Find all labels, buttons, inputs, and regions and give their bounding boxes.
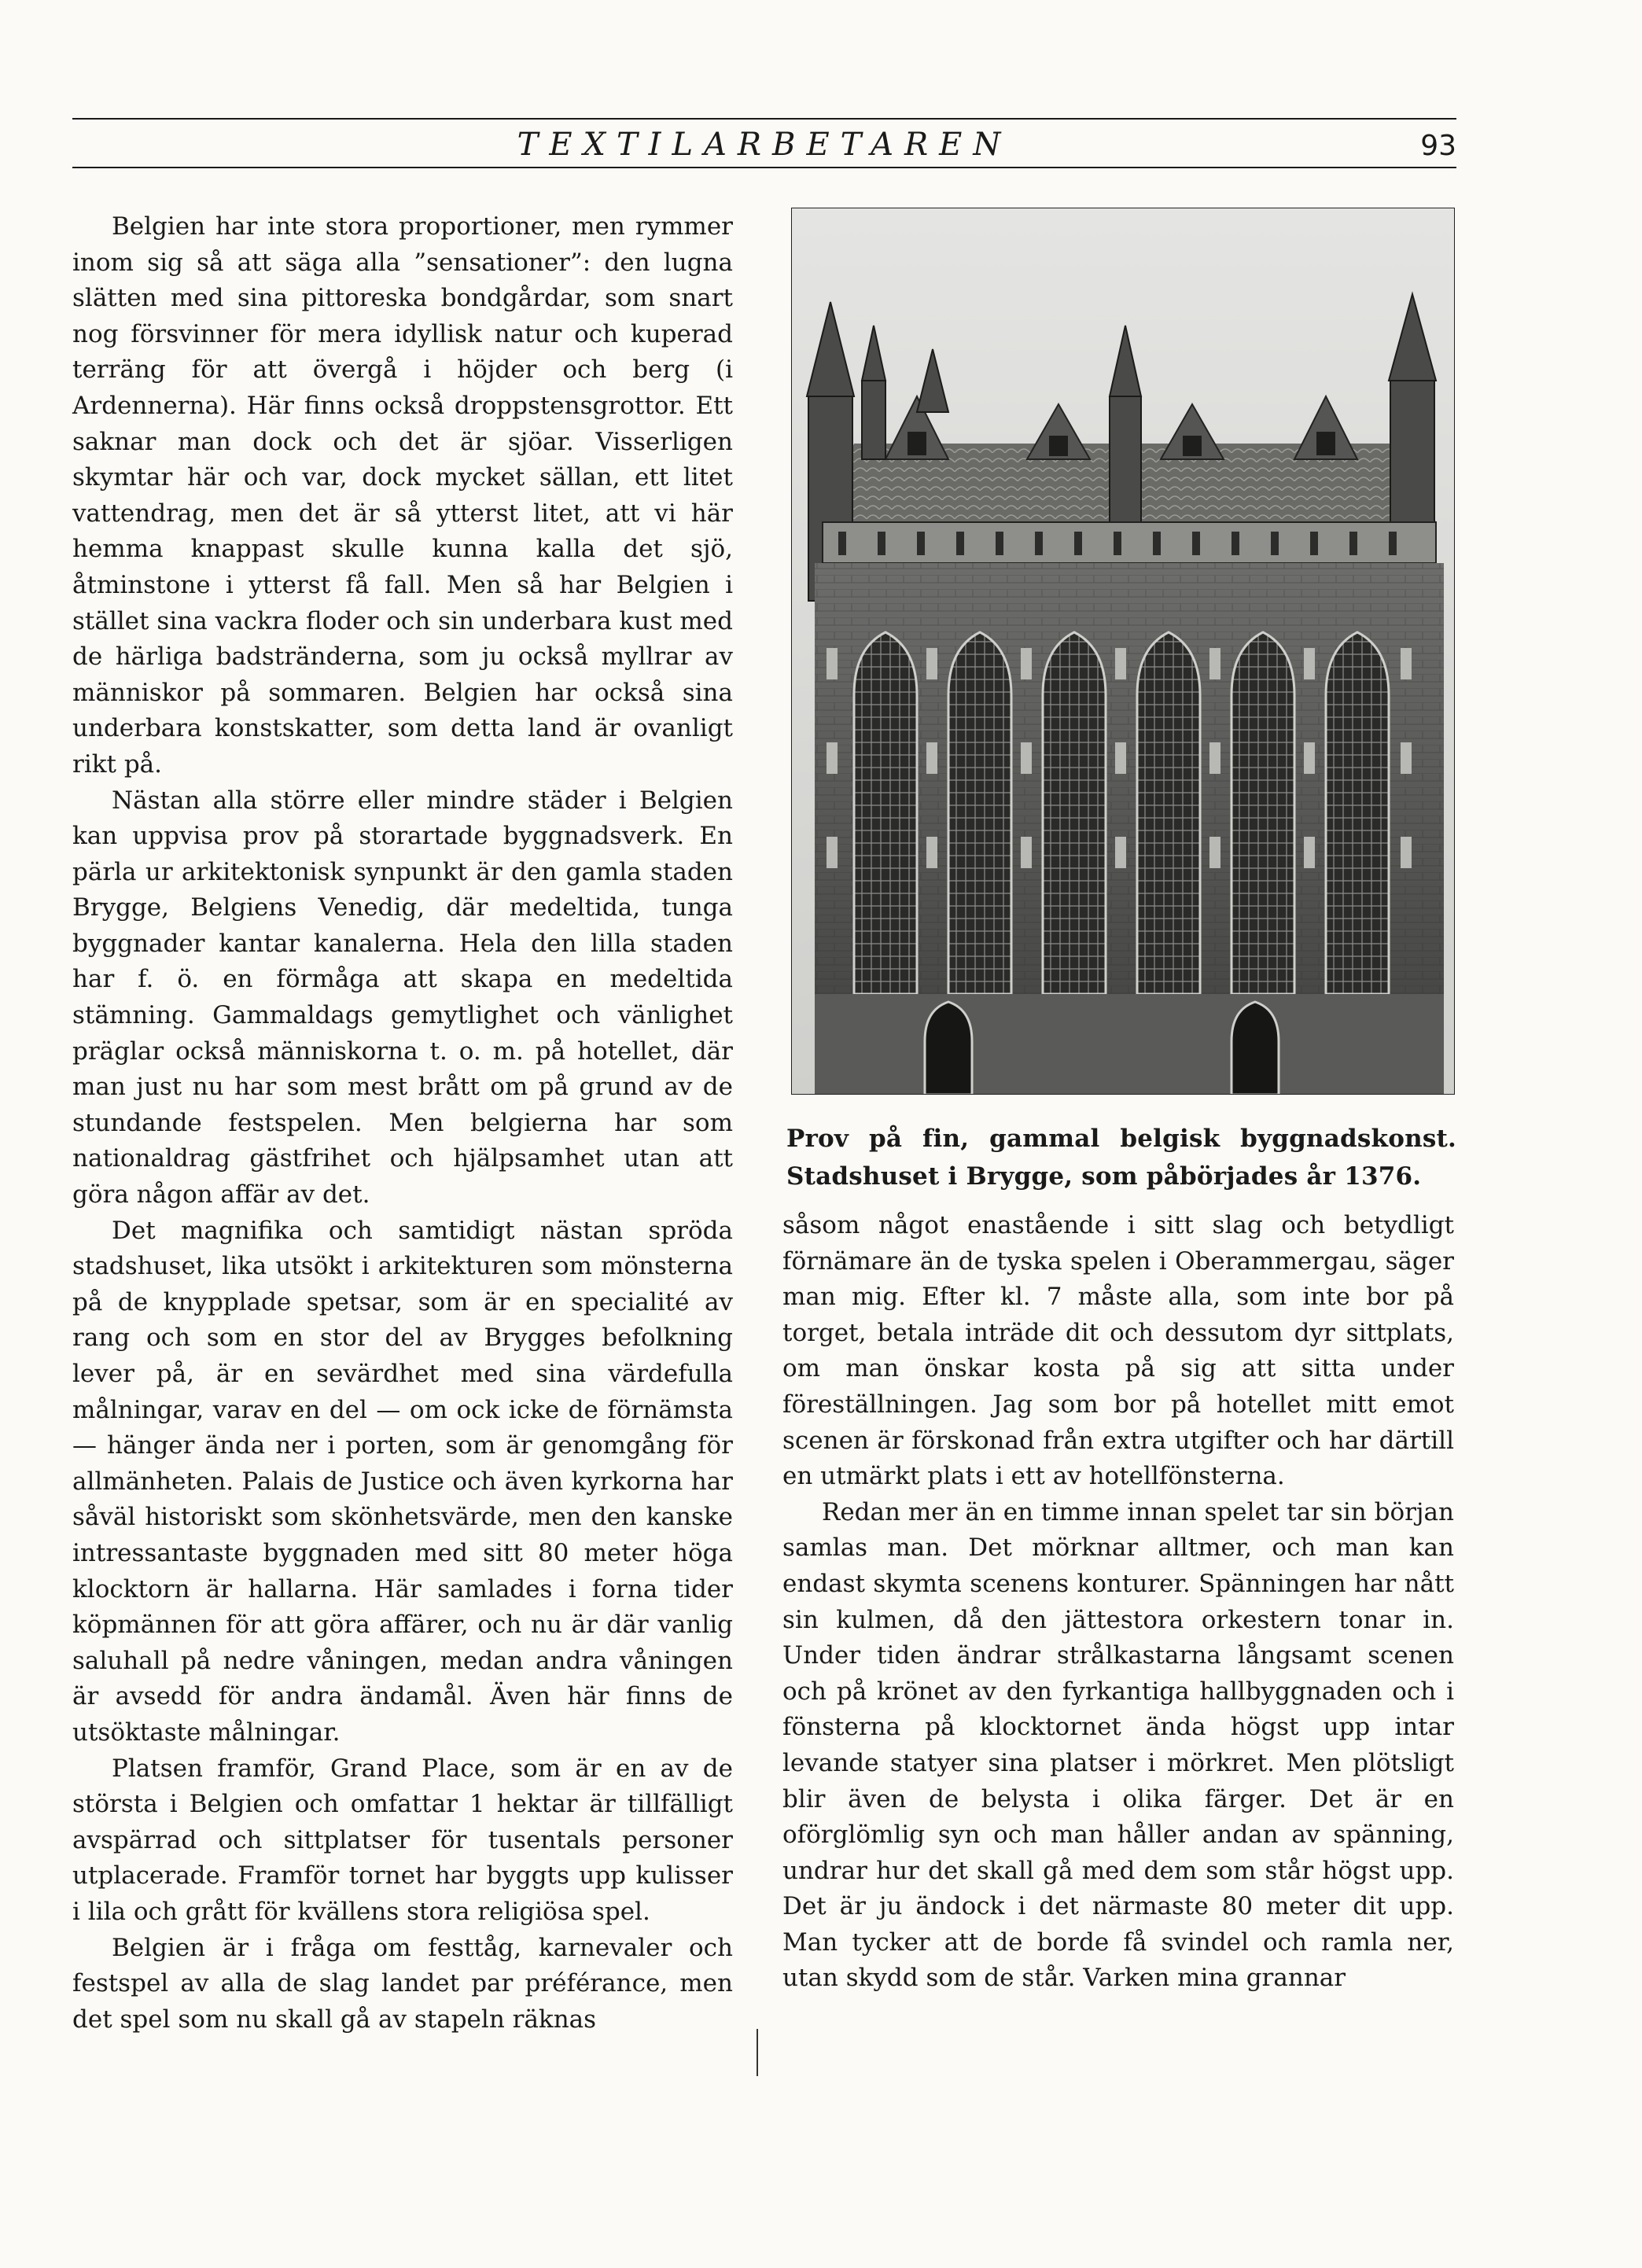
paragraph: Belgien har inte stora proportioner, men rymmer inom sig så att säga alla ”sensationer”: den lugna slätten med sina pittoreska bondgårdar, som snart nog försvinner för mera idyllisk natur och kuperad terräng för att övergå i höjder och berg (i Ardennerna). Här finns också droppstensgrottor. Ett saknar man dock och det är sjöar. Visserligen skymtar här och var, dock mycket sällan, ett litet vattendrag, men det är så ytterst litet, att vi här hemma knappast skulle kunna kalla det sjö, åtminstone i ytterst få fall. Men så har Belgien i stället sina vackra floder och sin underbara kust med de härliga badstränderna, som ju också myllrar av människor på sommaren. Belgien har också sina underbara konstskatter, som detta land är ovanligt rikt på. <box>72 212 733 779</box>
article-right-column <box>782 1208 1454 1997</box>
column-divider <box>757 2029 758 2076</box>
paragraph: Nästan alla större eller mindre städer i Belgien kan uppvisa prov på storartade byggnadsverk. En pärla ur arkitektonisk synpunkt är den gamla staden Brygge, Belgiens Venedig, där medeltida, tunga byggnader kantar kanalerna. Hela den lilla staden har f. ö. en förmåga att skapa en medeltida stämning. Gammaldags gemytlighet och vänlighet präglar också människorna t. o. m. på hotellet, där man just nu har som mest brått om på grund av de stundande festspelen. Men belgierna har som nationaldrag gästfrihet och hjälpsamhet utan att göra någon affär av det. <box>72 786 733 1209</box>
paragraph: Belgien är i fråga om festtåg, karnevaler och festspel av alla de slag landet par préférance, men det spel som nu skall gå av stapeln räknas <box>72 1933 733 2034</box>
page-number: 93 <box>1420 130 1456 162</box>
paragraph: Platsen framför, Grand Place, som är en av de största i Belgien och omfattar 1 hektar är tillfälligt avspärrad och sittplatser för tusentals personer utplacerade. Framför tornet har byggts upp kulisser i lila och grått för kvällens stora religiösa spel. <box>72 1754 733 1926</box>
header-rule-bottom <box>72 167 1456 168</box>
town-hall-photo <box>791 208 1455 1095</box>
paragraph: såsom något enastående i sitt slag och betydligt förnämare än de tyska spelen i Oberammergau, säger man mig. Efter kl. 7 måste alla, som inte bor på torget, betala inträde dit och dessutom dyr sittplats, om man önskar kosta på sig att sitta under föreställningen. Jag som bor på hotellet mitt emot scenen är förskonad från extra utgifter och har därtill en utmärkt plats i ett av hotellfönsterna. <box>782 1211 1454 1491</box>
paragraph: Redan mer än en timme innan spelet tar sin början samlas man. Det mörknar alltmer, och man kan endast skymta scenens konturer. Spänningen har nått sin kulmen, då den jättestora orkestern tonar in. Under tiden ändrar strålkastarna långsamt scenen och på krönet av den fyrkantiga hallbyggnaden och i fönsterna på klocktornet ända högst upp intar levande statyer sina platser i mörkret. Men plötsligt blir även de belysta i olika färger. Det är en oförglömlig syn och man håller andan av spänning, undrar hur det skall gå med dem som står högst upp. Det är ju ändock i det närmaste 80 meter dit upp. Man tycker att de borde få svindel och ramla ner, utan skydd som de står. Varken mina grannar <box>782 1497 1454 1993</box>
article-left-column <box>72 209 733 2038</box>
figure-caption: Prov på fin, gammal belgisk byggnadskonst. Stadshuset i Brygge, som påbörjades år 1376. <box>786 1125 1456 1191</box>
paragraph: Det magnifika och samtidigt nästan spröda stadshuset, lika utsökt i arkitekturen som mönsterna på de knypplade spetsar, som är en specialité av rang och som en stor del av Brygges befolkning lever på, är en sevärdhet med sina värdefulla målningar, varav en del — om ock icke de förnämsta — hänger ända ner i porten, som är genomgång för allmänheten. Palais de Justice och även kyrkorna har såväl historiskt som skönhetsvärde, men den kanske intressantaste byggnaden med sitt 80 meter höga klocktorn är hallarna. Här samlades i forna tider köpmännen för att göra affärer, och nu är där vanlig saluhall på nedre våningen, medan andra våningen är avsedd för andra ändamål. Även här finns de utsöktaste målningar. <box>72 1216 733 1747</box>
header-rule-top <box>72 118 1456 120</box>
running-head-title: TEXTILARBETAREN <box>517 127 1012 163</box>
